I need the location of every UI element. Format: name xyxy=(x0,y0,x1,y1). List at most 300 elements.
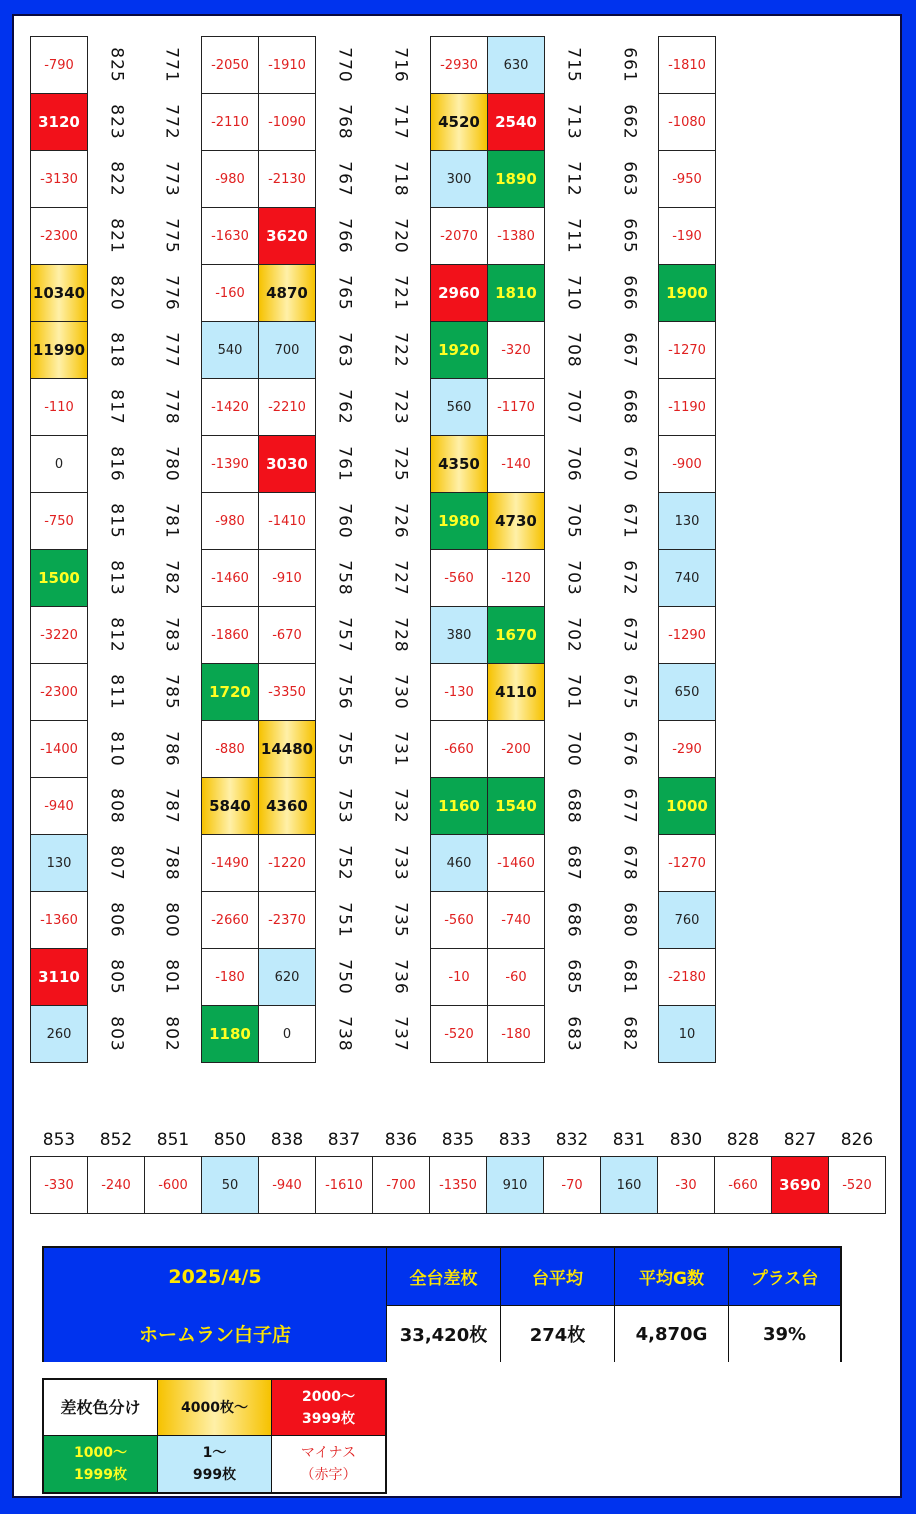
diff-cell: -3350 xyxy=(258,663,316,721)
machine-number-text: 682 xyxy=(619,1016,640,1052)
machine-number-label xyxy=(88,150,146,208)
diff-cell: -1390 xyxy=(201,435,259,493)
machine-number-text: 685 xyxy=(563,959,584,995)
diff-cell: 130 xyxy=(30,834,88,892)
diff-cell: -10 xyxy=(430,948,488,1006)
diff-cell: -70 xyxy=(543,1156,601,1214)
diff-cell: -110 xyxy=(30,378,88,436)
summary-date: 2025/4/5 xyxy=(44,1248,386,1305)
machine-number-text: 766 xyxy=(334,218,355,254)
diff-cell: -330 xyxy=(30,1156,88,1214)
machine-number-text: 781 xyxy=(161,503,182,539)
machine-number-text: 680 xyxy=(619,902,640,938)
machine-number-text: 788 xyxy=(161,845,182,881)
machine-number-text: 765 xyxy=(334,275,355,311)
machine-number-text: 730 xyxy=(390,674,411,710)
diff-cell: 380 xyxy=(430,606,488,664)
machine-number-text: 707 xyxy=(563,389,584,425)
diff-cell: 460 xyxy=(430,834,488,892)
diff-cell: -60 xyxy=(487,948,545,1006)
machine-number-label xyxy=(601,834,659,892)
legend-title-text: 差枚色分け xyxy=(60,1397,141,1417)
machine-number-label xyxy=(88,492,146,550)
machine-number-text: 782 xyxy=(161,560,182,596)
machine-number-label: 830 xyxy=(669,1130,703,1150)
machine-number-text: 665 xyxy=(619,218,640,254)
machine-number-text: 756 xyxy=(334,674,355,710)
machine-number-label xyxy=(372,606,430,664)
diff-cell: 4360 xyxy=(258,777,316,835)
machine-number-label xyxy=(545,948,603,1006)
machine-number-text: 823 xyxy=(106,104,127,140)
diff-cell: -1490 xyxy=(201,834,259,892)
machine-number-label xyxy=(143,834,201,892)
machine-number-label: 851 xyxy=(156,1130,190,1150)
machine-number-text: 670 xyxy=(619,446,640,482)
machine-number-text: 805 xyxy=(106,959,127,995)
diff-cell: -2210 xyxy=(258,378,316,436)
machine-number-label xyxy=(601,549,659,607)
diff-cell: -30 xyxy=(657,1156,715,1214)
machine-number-text: 738 xyxy=(334,1016,355,1052)
machine-number-label xyxy=(545,834,603,892)
legend-minus-label-1: マイナス xyxy=(300,1445,357,1461)
machine-number-label xyxy=(601,378,659,436)
machine-number-label xyxy=(143,606,201,664)
machine-number-text: 775 xyxy=(161,218,182,254)
diff-cell: -2300 xyxy=(30,663,88,721)
machine-number-label xyxy=(143,36,201,94)
machine-number-label xyxy=(316,150,374,208)
machine-number-label xyxy=(601,891,659,949)
machine-number-text: 785 xyxy=(161,674,182,710)
diff-cell: -1270 xyxy=(658,321,716,379)
diff-cell: 1720 xyxy=(201,663,259,721)
machine-number-label xyxy=(88,378,146,436)
machine-number-text: 808 xyxy=(106,788,127,824)
machine-number-label: 838 xyxy=(270,1130,304,1150)
legend-gold xyxy=(158,1380,272,1436)
machine-number-text: 672 xyxy=(619,560,640,596)
machine-number-label xyxy=(143,549,201,607)
diff-cell: -3130 xyxy=(30,150,88,208)
diff-cell: -940 xyxy=(258,1156,316,1214)
machine-number-label xyxy=(88,606,146,664)
machine-number-label: 827 xyxy=(783,1130,817,1150)
diff-cell: 4350 xyxy=(430,435,488,493)
machine-number-text: 663 xyxy=(619,161,640,197)
machine-number-text: 671 xyxy=(619,503,640,539)
diff-cell: 3030 xyxy=(258,435,316,493)
machine-number-text: 732 xyxy=(390,788,411,824)
machine-number-text: 757 xyxy=(334,617,355,653)
machine-number-label xyxy=(143,93,201,151)
machine-number-text: 721 xyxy=(390,275,411,311)
machine-number-text: 702 xyxy=(563,617,584,653)
machine-number-text: 705 xyxy=(563,503,584,539)
machine-number-label xyxy=(601,36,659,94)
machine-number-text: 722 xyxy=(390,332,411,368)
machine-number-text: 778 xyxy=(161,389,182,425)
value-average: 274枚 xyxy=(500,1305,614,1362)
diff-cell: 760 xyxy=(658,891,716,949)
machine-number-label xyxy=(143,1005,201,1063)
machine-number-text: 708 xyxy=(563,332,584,368)
machine-number-text: 810 xyxy=(106,731,127,767)
diff-cell: -2180 xyxy=(658,948,716,1006)
diff-cell: -880 xyxy=(201,720,259,778)
machine-number-label xyxy=(88,435,146,493)
diff-cell: -2300 xyxy=(30,207,88,265)
diff-cell: 300 xyxy=(430,150,488,208)
machine-number-text: 800 xyxy=(161,902,182,938)
machine-number-text: 787 xyxy=(161,788,182,824)
machine-number-label xyxy=(372,492,430,550)
diff-cell: 4520 xyxy=(430,93,488,151)
machine-number-label xyxy=(601,777,659,835)
machine-number-text: 783 xyxy=(161,617,182,653)
machine-number-text: 818 xyxy=(106,332,127,368)
machine-number-label xyxy=(88,891,146,949)
machine-number-text: 825 xyxy=(106,47,127,83)
machine-number-label xyxy=(88,1005,146,1063)
diff-cell: -140 xyxy=(487,435,545,493)
machine-number-label xyxy=(316,549,374,607)
machine-number-label xyxy=(88,549,146,607)
machine-number-text: 817 xyxy=(106,389,127,425)
diff-cell: 1160 xyxy=(430,777,488,835)
legend-minus xyxy=(272,1436,385,1492)
header-total-diff: 全台差枚 xyxy=(386,1248,500,1305)
machine-number-label xyxy=(88,36,146,94)
header-plus-ratio: プラス台 xyxy=(728,1248,840,1305)
machine-number-label xyxy=(143,948,201,1006)
machine-number-label xyxy=(316,492,374,550)
machine-number-text: 686 xyxy=(563,902,584,938)
color-legend xyxy=(42,1378,387,1494)
machine-number-label xyxy=(601,663,659,721)
machine-number-label xyxy=(316,435,374,493)
machine-number-text: 720 xyxy=(390,218,411,254)
diff-cell: -1090 xyxy=(258,93,316,151)
diff-cell: 0 xyxy=(30,435,88,493)
machine-number-label xyxy=(545,150,603,208)
diff-cell: -2370 xyxy=(258,891,316,949)
machine-number-label xyxy=(316,663,374,721)
diff-cell: -160 xyxy=(201,264,259,322)
machine-number-label xyxy=(601,948,659,1006)
machine-number-text: 715 xyxy=(563,47,584,83)
machine-number-text: 675 xyxy=(619,674,640,710)
machine-number-label xyxy=(545,492,603,550)
machine-number-label xyxy=(372,777,430,835)
diff-cell: 3620 xyxy=(258,207,316,265)
value-total-diff: 33,420枚 xyxy=(386,1305,500,1362)
machine-number-text: 760 xyxy=(334,503,355,539)
machine-number-text: 763 xyxy=(334,332,355,368)
diff-cell: 50 xyxy=(201,1156,259,1214)
diff-cell: -2660 xyxy=(201,891,259,949)
machine-number-label xyxy=(545,606,603,664)
diff-cell: 560 xyxy=(430,378,488,436)
diff-cell: -520 xyxy=(828,1156,886,1214)
machine-number-label xyxy=(601,264,659,322)
machine-number-label xyxy=(88,777,146,835)
machine-number-label xyxy=(601,321,659,379)
machine-number-text: 718 xyxy=(390,161,411,197)
diff-cell: -560 xyxy=(430,891,488,949)
diff-cell: -1080 xyxy=(658,93,716,151)
diff-cell: 1900 xyxy=(658,264,716,322)
machine-number-label xyxy=(316,93,374,151)
diff-cell: -130 xyxy=(430,663,488,721)
machine-number-label xyxy=(316,264,374,322)
diff-cell: 540 xyxy=(201,321,259,379)
machine-number-label: 853 xyxy=(42,1130,76,1150)
machine-number-text: 807 xyxy=(106,845,127,881)
machine-number-text: 758 xyxy=(334,560,355,596)
machine-number-text: 777 xyxy=(161,332,182,368)
machine-number-text: 816 xyxy=(106,446,127,482)
legend-red-label-2: 3999枚 xyxy=(302,1410,355,1427)
machine-number-label xyxy=(601,720,659,778)
diff-cell: 1180 xyxy=(201,1005,259,1063)
machine-number-label xyxy=(88,321,146,379)
machine-number-label xyxy=(316,720,374,778)
machine-number-text: 780 xyxy=(161,446,182,482)
machine-number-label xyxy=(316,606,374,664)
machine-number-text: 767 xyxy=(334,161,355,197)
machine-number-label: 835 xyxy=(441,1130,475,1150)
diff-cell: -1610 xyxy=(315,1156,373,1214)
machine-number-label: 836 xyxy=(384,1130,418,1150)
machine-number-label xyxy=(143,435,201,493)
machine-number-label xyxy=(316,777,374,835)
diff-cell: 1890 xyxy=(487,150,545,208)
machine-number-label xyxy=(545,93,603,151)
diff-cell: 14480 xyxy=(258,720,316,778)
machine-number-label xyxy=(88,93,146,151)
diff-cell: -120 xyxy=(487,549,545,607)
machine-number-text: 706 xyxy=(563,446,584,482)
diff-cell: 4730 xyxy=(487,492,545,550)
machine-number-text: 681 xyxy=(619,959,640,995)
legend-title xyxy=(44,1380,158,1436)
machine-number-text: 701 xyxy=(563,674,584,710)
machine-number-label xyxy=(545,777,603,835)
machine-number-text: 712 xyxy=(563,161,584,197)
legend-light-label-2: 999枚 xyxy=(192,1467,237,1483)
machine-number-text: 661 xyxy=(619,47,640,83)
machine-number-label xyxy=(316,1005,374,1063)
machine-number-label xyxy=(143,207,201,265)
machine-number-text: 803 xyxy=(106,1016,127,1052)
machine-number-label xyxy=(545,207,603,265)
machine-number-text: 813 xyxy=(106,560,127,596)
machine-number-label xyxy=(545,663,603,721)
diff-cell: 2540 xyxy=(487,93,545,151)
machine-number-label xyxy=(545,1005,603,1063)
machine-number-label: 837 xyxy=(327,1130,361,1150)
diff-cell: 4110 xyxy=(487,663,545,721)
machine-number-text: 821 xyxy=(106,218,127,254)
machine-number-label xyxy=(372,891,430,949)
summary-table xyxy=(42,1246,842,1362)
machine-number-text: 688 xyxy=(563,788,584,824)
machine-number-label xyxy=(316,207,374,265)
machine-number-label xyxy=(143,720,201,778)
machine-number-label xyxy=(143,777,201,835)
diff-cell: -700 xyxy=(372,1156,430,1214)
machine-number-text: 773 xyxy=(161,161,182,197)
diff-cell: -1290 xyxy=(658,606,716,664)
machine-number-label xyxy=(545,549,603,607)
diff-cell: -750 xyxy=(30,492,88,550)
machine-number-label xyxy=(545,720,603,778)
machine-number-text: 806 xyxy=(106,902,127,938)
diff-cell: 3120 xyxy=(30,93,88,151)
machine-number-label: 832 xyxy=(555,1130,589,1150)
machine-number-label: 828 xyxy=(726,1130,760,1150)
machine-number-text: 710 xyxy=(563,275,584,311)
diff-cell: -3220 xyxy=(30,606,88,664)
machine-number-text: 713 xyxy=(563,104,584,140)
machine-number-text: 668 xyxy=(619,389,640,425)
machine-number-label: 831 xyxy=(612,1130,646,1150)
machine-number-text: 772 xyxy=(161,104,182,140)
value-avg-games: 4,870G xyxy=(614,1305,728,1362)
machine-number-text: 678 xyxy=(619,845,640,881)
machine-number-text: 752 xyxy=(334,845,355,881)
machine-number-label xyxy=(372,834,430,892)
machine-number-text: 731 xyxy=(390,731,411,767)
diff-cell: -1420 xyxy=(201,378,259,436)
machine-number-label xyxy=(545,891,603,949)
machine-number-label xyxy=(372,321,430,379)
machine-number-label xyxy=(601,606,659,664)
main-panel xyxy=(12,14,902,1498)
diff-cell: 1500 xyxy=(30,549,88,607)
diff-cell: -200 xyxy=(487,720,545,778)
machine-number-text: 761 xyxy=(334,446,355,482)
machine-number-label xyxy=(316,891,374,949)
machine-number-label: 826 xyxy=(840,1130,874,1150)
machine-number-text: 727 xyxy=(390,560,411,596)
diff-cell: -660 xyxy=(714,1156,772,1214)
diff-cell: -1380 xyxy=(487,207,545,265)
machine-number-label xyxy=(316,321,374,379)
machine-number-label xyxy=(545,435,603,493)
diff-cell: 1980 xyxy=(430,492,488,550)
diff-cell: 910 xyxy=(486,1156,544,1214)
machine-number-text: 822 xyxy=(106,161,127,197)
machine-number-label xyxy=(601,435,659,493)
diff-cell: -2130 xyxy=(258,150,316,208)
machine-number-label xyxy=(372,93,430,151)
machine-number-text: 815 xyxy=(106,503,127,539)
machine-number-label xyxy=(316,378,374,436)
machine-number-label xyxy=(143,378,201,436)
machine-number-text: 762 xyxy=(334,389,355,425)
machine-number-text: 711 xyxy=(563,218,584,254)
diff-cell: 130 xyxy=(658,492,716,550)
diff-cell: -560 xyxy=(430,549,488,607)
machine-number-text: 736 xyxy=(390,959,411,995)
diff-cell: -950 xyxy=(658,150,716,208)
diff-cell: -1400 xyxy=(30,720,88,778)
machine-number-text: 751 xyxy=(334,902,355,938)
machine-number-text: 776 xyxy=(161,275,182,311)
diff-cell: -1460 xyxy=(487,834,545,892)
machine-number-label xyxy=(601,1005,659,1063)
diff-cell: -1220 xyxy=(258,834,316,892)
diff-cell: -600 xyxy=(144,1156,202,1214)
legend-green-label-2: 1999枚 xyxy=(74,1467,127,1483)
diff-cell: -1860 xyxy=(201,606,259,664)
diff-cell: -2050 xyxy=(201,36,259,94)
machine-number-label xyxy=(372,549,430,607)
diff-cell: -2110 xyxy=(201,93,259,151)
machine-number-label xyxy=(372,1005,430,1063)
diff-cell: -240 xyxy=(87,1156,145,1214)
machine-number-text: 735 xyxy=(390,902,411,938)
machine-number-text: 683 xyxy=(563,1016,584,1052)
diff-cell: 3690 xyxy=(771,1156,829,1214)
diff-cell: 10 xyxy=(658,1005,716,1063)
machine-number-label xyxy=(601,150,659,208)
diff-cell: 10340 xyxy=(30,264,88,322)
diff-cell: -2930 xyxy=(430,36,488,94)
machine-number-text: 737 xyxy=(390,1016,411,1052)
machine-number-label xyxy=(143,492,201,550)
machine-number-label xyxy=(601,93,659,151)
diff-cell: -940 xyxy=(30,777,88,835)
diff-cell: -1810 xyxy=(658,36,716,94)
diff-cell: 1670 xyxy=(487,606,545,664)
diff-cell: -900 xyxy=(658,435,716,493)
value-plus-ratio: 39% xyxy=(728,1305,840,1362)
machine-number-text: 768 xyxy=(334,104,355,140)
machine-number-label xyxy=(143,321,201,379)
machine-number-text: 770 xyxy=(334,47,355,83)
legend-minus-label-2: （赤字） xyxy=(300,1467,357,1483)
machine-number-label xyxy=(143,150,201,208)
machine-number-label xyxy=(372,435,430,493)
machine-number-label xyxy=(88,948,146,1006)
diff-cell: -1460 xyxy=(201,549,259,607)
machine-number-text: 802 xyxy=(161,1016,182,1052)
machine-number-text: 728 xyxy=(390,617,411,653)
machine-number-text: 786 xyxy=(161,731,182,767)
machine-number-text: 677 xyxy=(619,788,640,824)
diff-cell: -910 xyxy=(258,549,316,607)
header-average: 台平均 xyxy=(500,1248,614,1305)
machine-number-text: 703 xyxy=(563,560,584,596)
machine-number-text: 667 xyxy=(619,332,640,368)
machine-number-label xyxy=(88,264,146,322)
diff-cell: 630 xyxy=(487,36,545,94)
machine-number-label xyxy=(545,264,603,322)
machine-number-label xyxy=(143,663,201,721)
machine-number-label xyxy=(372,264,430,322)
machine-number-label: 833 xyxy=(498,1130,532,1150)
machine-number-text: 820 xyxy=(106,275,127,311)
machine-number-label xyxy=(372,663,430,721)
legend-green-label-1: 1000〜 xyxy=(74,1445,127,1461)
machine-number-text: 771 xyxy=(161,47,182,83)
machine-number-text: 725 xyxy=(390,446,411,482)
machine-number-label xyxy=(601,207,659,265)
